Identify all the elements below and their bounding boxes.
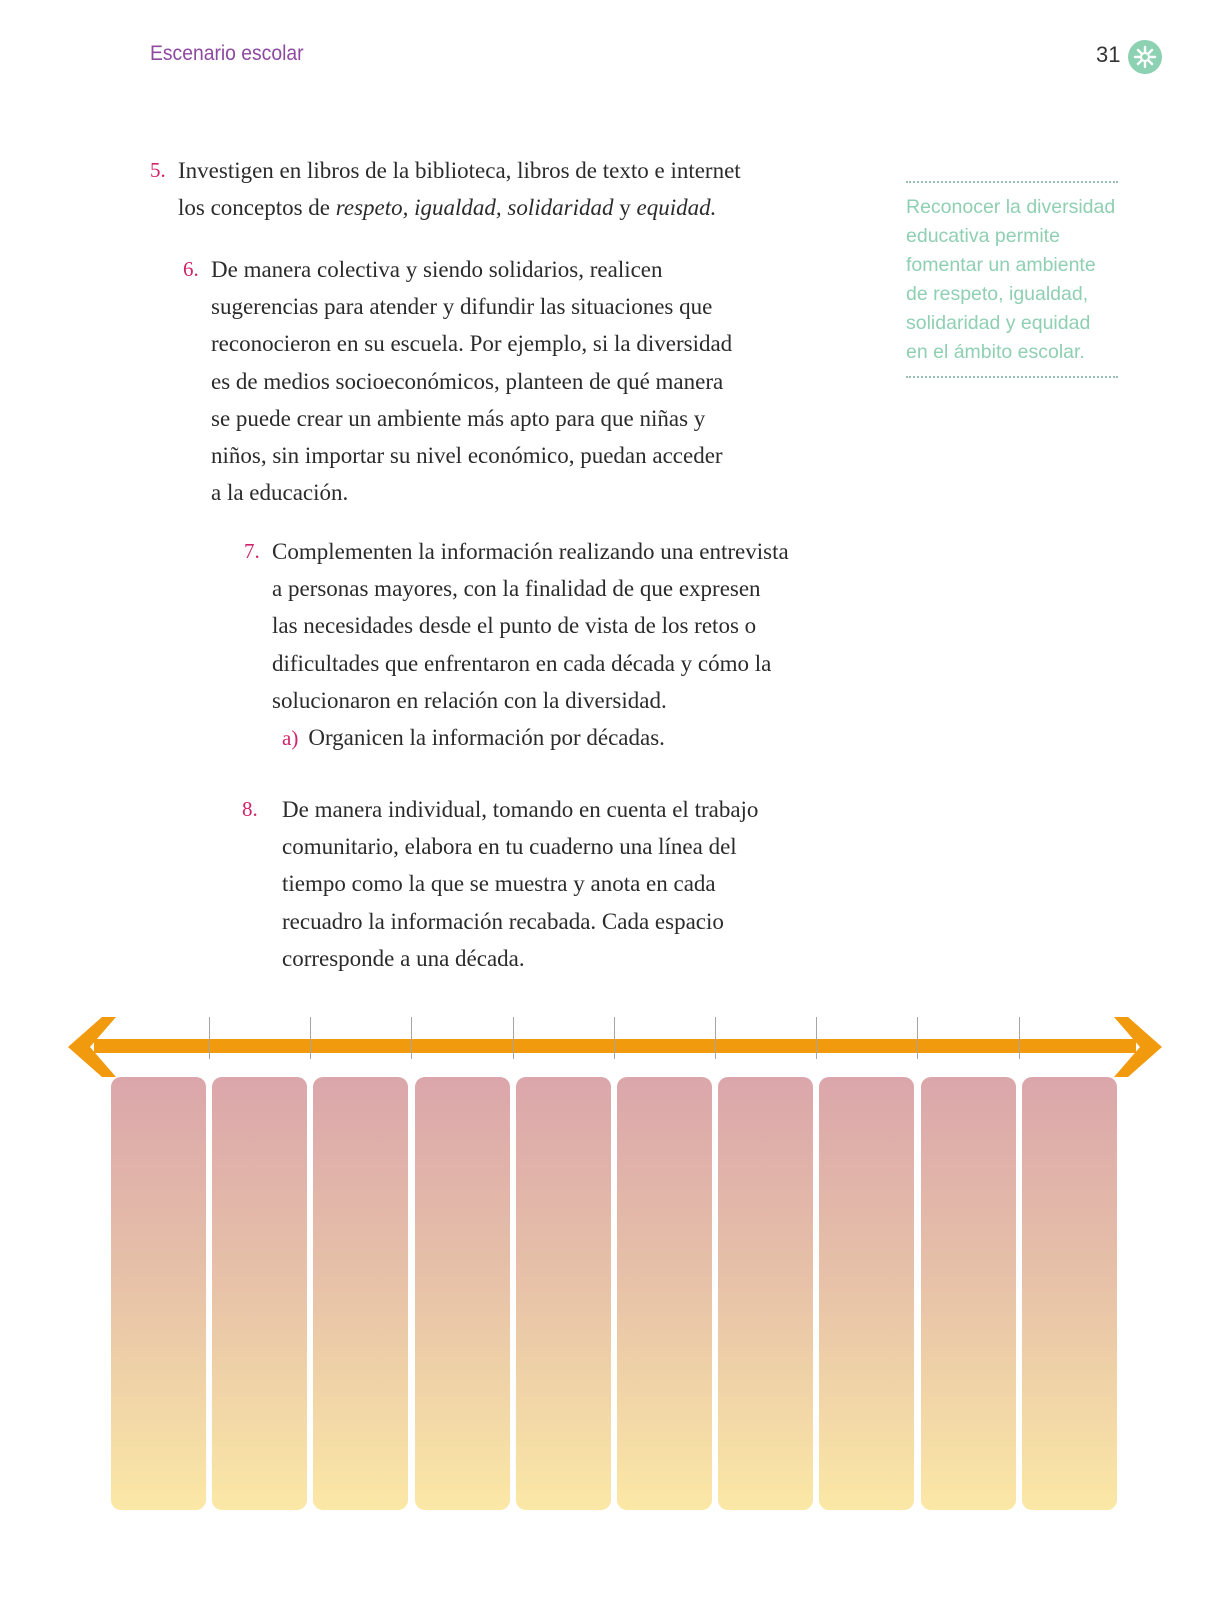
text-line: se puede crear un ambiente más apto para que niñas y bbox=[211, 405, 706, 431]
timeline-tick bbox=[310, 1017, 311, 1059]
activity-subitem-a bbox=[282, 719, 665, 757]
timeline-tick bbox=[917, 1017, 918, 1059]
text-line: corresponde a una década. bbox=[282, 945, 525, 971]
text-line: Complementen la información realizando una entrevista bbox=[272, 539, 789, 564]
sidebar-note bbox=[906, 181, 1118, 378]
item-text bbox=[272, 533, 789, 719]
text-line: reconocieron en su escuela. Por ejemplo, si la diversidad bbox=[211, 331, 733, 357]
text-line: De manera colectiva y siendo solidarios, realicen bbox=[211, 257, 663, 282]
text-line: a personas mayores, con la finalidad de que expresen bbox=[272, 576, 761, 602]
decade-box bbox=[313, 1077, 408, 1510]
timeline-tick bbox=[816, 1017, 817, 1059]
item-number: 7. bbox=[244, 539, 260, 563]
text-line: De manera individual, tomando en cuenta el trabajo bbox=[282, 797, 759, 822]
decade-box bbox=[516, 1077, 611, 1510]
activity-item-5 bbox=[150, 152, 741, 226]
text-line: niños, sin importar su nivel económico, puedan acceder bbox=[211, 443, 723, 469]
sidebar-line: solidaridad y equidad bbox=[906, 312, 1091, 334]
sidebar-line: Reconocer la diversidad bbox=[906, 196, 1116, 218]
item-text bbox=[211, 251, 732, 511]
timeline-tick bbox=[209, 1017, 210, 1059]
timeline-tick bbox=[513, 1017, 514, 1059]
decade-box bbox=[111, 1077, 206, 1510]
text-line: es de medios socioeconómicos, planteen de qué manera bbox=[211, 368, 724, 394]
decade-timeline bbox=[0, 1015, 1214, 1515]
item-number: 5. bbox=[150, 158, 166, 182]
text-line: tiempo como la que se muestra y anota en cada bbox=[282, 871, 716, 897]
text-line: solucionaron en relación con la diversidad. bbox=[272, 687, 667, 713]
decade-box bbox=[415, 1077, 510, 1510]
timeline-tick bbox=[1019, 1017, 1020, 1059]
item-number: 6. bbox=[183, 257, 199, 281]
decade-box bbox=[819, 1077, 914, 1510]
activity-item-7 bbox=[244, 533, 789, 719]
item-text bbox=[178, 152, 741, 226]
decade-box bbox=[212, 1077, 307, 1510]
text-line: las necesidades desde el punto de vista de los retos o bbox=[272, 613, 757, 639]
text-line: comunitario, elabora en tu cuaderno una línea del bbox=[282, 834, 737, 860]
activity-item-8 bbox=[242, 791, 759, 977]
text-line: recuadro la información recabada. Cada espacio bbox=[282, 908, 724, 934]
timeline-tick bbox=[715, 1017, 716, 1059]
text-line: los conceptos de respeto, igualdad, solidaridad y equidad. bbox=[178, 195, 717, 221]
sidebar-line: fomentar un ambiente bbox=[906, 254, 1096, 276]
sidebar-line: en el ámbito escolar. bbox=[906, 341, 1085, 363]
activity-item-6 bbox=[183, 251, 733, 511]
timeline-tick bbox=[614, 1017, 615, 1059]
asterisk-flower-icon bbox=[1128, 40, 1162, 74]
timeline-tick bbox=[411, 1017, 412, 1059]
text-line: Investigen en libros de la biblioteca, libros de texto e internet bbox=[178, 158, 741, 183]
text-line: a la educación. bbox=[211, 480, 349, 506]
decade-box bbox=[718, 1077, 813, 1510]
item-number: 8. bbox=[242, 797, 258, 821]
sidebar-line: educativa permite bbox=[906, 225, 1060, 247]
sidebar-line: de respeto, igualdad, bbox=[906, 283, 1089, 305]
decade-box bbox=[1022, 1077, 1117, 1510]
item-text bbox=[282, 791, 758, 977]
section-title: Escenario escolar bbox=[150, 42, 304, 65]
decade-box bbox=[921, 1077, 1016, 1510]
subitem-letter: a) bbox=[282, 726, 299, 750]
text-line: sugerencias para atender y difundir las situaciones que bbox=[211, 294, 713, 320]
subitem-text: Organicen la información por décadas. bbox=[308, 725, 665, 750]
decade-box bbox=[617, 1077, 712, 1510]
page-number: 31 bbox=[1096, 42, 1121, 67]
timeline-arrow bbox=[0, 1015, 1214, 1085]
text-line: dificultades que enfrentaron en cada década y cómo la bbox=[272, 650, 772, 676]
